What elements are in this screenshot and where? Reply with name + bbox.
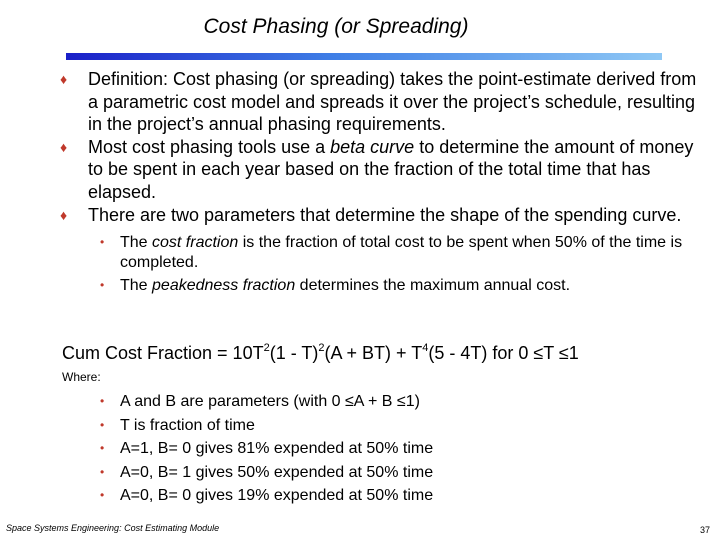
sub-bullet-emphasis: peakedness fraction bbox=[152, 277, 296, 295]
bullet-text-tail: to determine the amount of money to be spent in each year based on the fraction of the total time that has elapsed. bbox=[88, 136, 694, 202]
bullet-item bbox=[0, 136, 698, 204]
cum-cost-formula: Cum Cost Fraction = $10T^2(1 - T)^2(A + BT) + T^4(5 - 4T)$ for 0 ≤T ≤1 bbox=[62, 342, 579, 363]
where-item: • A=0, B= 1 gives 50% expended at 50% time bbox=[0, 461, 720, 485]
where-label: Where: bbox=[62, 370, 101, 384]
bullet-text: Most cost phasing tools use a bbox=[88, 136, 331, 157]
where-item: • A=1, B= 0 gives 81% expended at 50% time bbox=[0, 437, 720, 461]
diamond-bullet-icon: ♦ bbox=[60, 71, 68, 87]
bullet-item bbox=[0, 204, 698, 227]
sub-bullet-item bbox=[0, 233, 705, 272]
page-number: 37 bbox=[699, 525, 710, 535]
title-underline bbox=[66, 53, 662, 60]
dot-bullet-icon: • bbox=[100, 441, 105, 456]
diamond-bullet-icon: ♦ bbox=[60, 206, 68, 223]
bullet-item bbox=[0, 68, 698, 136]
dot-bullet-icon: • bbox=[100, 464, 105, 479]
slide-title: Cost Phasing (or Spreading) bbox=[203, 15, 469, 38]
dot-bullet-icon: • bbox=[100, 278, 105, 293]
where-item: • A and B are parameters (with 0 ≤A + B ≤1) bbox=[0, 390, 720, 414]
where-list bbox=[0, 390, 720, 508]
sub-bullet-emphasis: cost fraction bbox=[152, 234, 239, 252]
sub-bullet-text: The bbox=[120, 234, 153, 252]
bullet-text: Definition: Cost phasing (or spreading) takes the point-estimate derived from a parametric cost model and spreads it over the project’s schedule, resulting in the project’s annual phasing requirements. bbox=[88, 69, 697, 135]
dot-bullet-icon: • bbox=[100, 488, 105, 503]
sub-bullet-text: The bbox=[120, 277, 153, 295]
bullet-text: There are two parameters that determine the shape of the spending curve. bbox=[88, 204, 682, 225]
where-item: • T is fraction of time bbox=[0, 414, 720, 438]
sub-bullet-text-tail: is the fraction of total cost to be spent when 50% of the time is completed. bbox=[120, 234, 683, 271]
dot-bullet-icon: • bbox=[100, 394, 105, 408]
bullet-emphasis: beta curve bbox=[330, 136, 415, 157]
footer-module-name: Space Systems Engineering: Cost Estimating Module bbox=[6, 523, 220, 533]
diamond-bullet-icon: ♦ bbox=[60, 138, 68, 155]
sub-bullet-text-tail: determines the maximum annual cost. bbox=[295, 277, 571, 295]
dot-bullet-icon: • bbox=[100, 417, 105, 432]
sub-bullet-item bbox=[0, 276, 705, 296]
dot-bullet-icon: • bbox=[100, 235, 105, 250]
where-item: • A=0, B= 0 gives 19% expended at 50% time bbox=[0, 484, 720, 508]
bullet-list bbox=[0, 68, 720, 296]
